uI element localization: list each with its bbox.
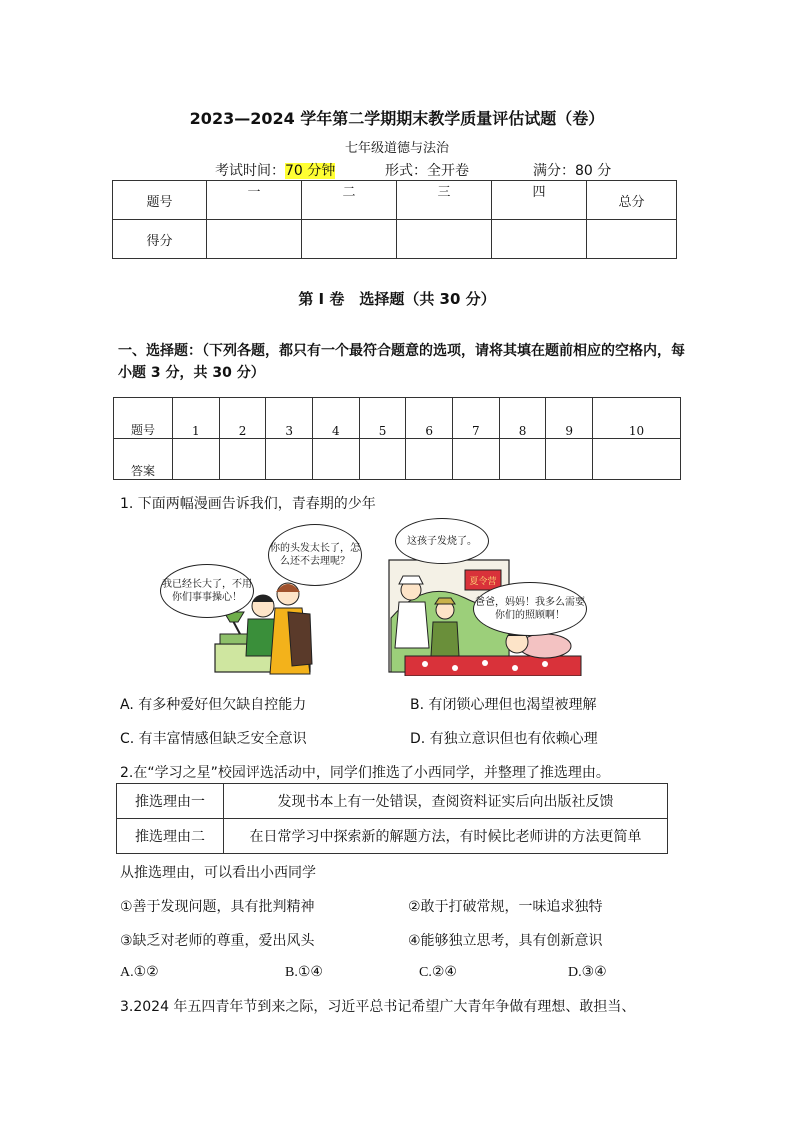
answer-table-label: 答案 bbox=[114, 439, 173, 480]
question-number: 2 bbox=[219, 398, 266, 439]
q2-option-d[interactable]: D.③④ bbox=[568, 965, 607, 980]
q3-stem: 3.2024 年五四青年节到来之际，习近平总书记希望广大青年争做有理想、敢担当、 bbox=[120, 999, 636, 1015]
q2-lead: 从推选理由，可以看出小西同学 bbox=[120, 865, 316, 881]
q2-reason-label: 推选理由二 bbox=[117, 819, 224, 854]
comic-right-boy-bubble: 爸爸，妈妈！我多么需要你们的照顾啊！ bbox=[473, 582, 587, 636]
exam-title: 2023—2024 学年第二学期期末教学质量评估试题（卷） bbox=[189, 109, 605, 128]
question-number: 10 bbox=[593, 398, 681, 439]
answer-table-label: 题号 bbox=[114, 398, 173, 439]
q1-option-c[interactable]: C. 有丰富情感但缺乏安全意识 bbox=[120, 731, 307, 747]
score-cell[interactable] bbox=[207, 220, 302, 259]
answer-table-number-row bbox=[114, 398, 681, 439]
exam-full-score: 满分：80 分 bbox=[533, 163, 612, 179]
score-header-cell: 一 bbox=[207, 181, 302, 220]
q2-item-2: ②敢于打破常规，一味追求独特 bbox=[408, 899, 603, 915]
q2-item-3: ③缺乏对老师的尊重，爱出风头 bbox=[120, 933, 315, 949]
question-number: 8 bbox=[499, 398, 546, 439]
comic-left-mother-bubble: 你的头发太长了，怎么还不去理呢？ bbox=[268, 524, 362, 586]
q2-option-a[interactable]: A.①② bbox=[120, 965, 159, 980]
score-header-cell: 三 bbox=[397, 181, 492, 220]
summer-camp-sign: 夏令营 bbox=[469, 577, 497, 587]
q2-stem: 2.在“学习之星”校园评选活动中，同学们推选了小西同学，并整理了推选理由。 bbox=[120, 765, 610, 781]
score-table bbox=[112, 180, 677, 259]
comic-left bbox=[160, 524, 375, 676]
exam-time-label: 考试时间： bbox=[215, 163, 285, 179]
q2-item-4: ④能够独立思考，具有创新意识 bbox=[408, 933, 603, 949]
q2-reason-text: 发现书本上有一处错误，查阅资料证实后向出版社反馈 bbox=[224, 784, 668, 819]
score-table-score-row bbox=[113, 220, 677, 259]
q1-option-d[interactable]: D. 有独立意识但也有依赖心理 bbox=[410, 731, 598, 747]
answer-cell[interactable] bbox=[219, 439, 266, 480]
answer-cell[interactable] bbox=[453, 439, 500, 480]
score-table-header-row bbox=[113, 181, 677, 220]
question-number: 1 bbox=[173, 398, 220, 439]
question-number: 4 bbox=[313, 398, 360, 439]
q1-option-b[interactable]: B. 有闭锁心理但也渴望被理解 bbox=[410, 697, 597, 713]
answer-cell[interactable] bbox=[546, 439, 593, 480]
q2-reason-label: 推选理由一 bbox=[117, 784, 224, 819]
question-number: 7 bbox=[453, 398, 500, 439]
answer-cell[interactable] bbox=[359, 439, 406, 480]
part1-title: 第 I 卷 选择题（共 30 分） bbox=[298, 290, 496, 308]
q2-reason-row bbox=[117, 819, 668, 854]
exam-time bbox=[215, 160, 335, 180]
exam-form: 形式：全开卷 bbox=[385, 163, 469, 179]
q1-stem: 1. 下面两幅漫画告诉我们，青春期的少年 bbox=[120, 496, 376, 512]
answer-table bbox=[113, 397, 681, 480]
q2-option-c[interactable]: C.②④ bbox=[419, 965, 457, 980]
score-cell[interactable] bbox=[397, 220, 492, 259]
comic-right-doctor-bubble: 这孩子发烧了。 bbox=[395, 518, 489, 564]
exam-subtitle: 七年级道德与法治 bbox=[344, 141, 449, 156]
comic-right bbox=[385, 518, 585, 676]
section1-instruction: 一、选择题：（下列各题，都只有一个最符合题意的选项，请将其填在题前相应的空格内，每小题 3 分，共 30 分） bbox=[118, 343, 685, 381]
score-header-cell: 四 bbox=[492, 181, 587, 220]
answer-cell[interactable] bbox=[173, 439, 220, 480]
score-row-label: 得分 bbox=[113, 220, 207, 259]
score-cell[interactable] bbox=[587, 220, 677, 259]
question-number: 9 bbox=[546, 398, 593, 439]
question-number: 6 bbox=[406, 398, 453, 439]
answer-cell[interactable] bbox=[499, 439, 546, 480]
answer-cell[interactable] bbox=[313, 439, 360, 480]
q2-reason-row bbox=[117, 784, 668, 819]
question-number: 5 bbox=[359, 398, 406, 439]
score-header-cell: 总分 bbox=[587, 181, 677, 220]
q1-option-a[interactable]: A. 有多种爱好但欠缺自控能力 bbox=[120, 697, 307, 713]
score-header-cell: 二 bbox=[302, 181, 397, 220]
q2-option-b[interactable]: B.①④ bbox=[285, 965, 323, 980]
answer-cell[interactable] bbox=[266, 439, 313, 480]
answer-table-answer-row bbox=[114, 439, 681, 480]
q2-reason-text: 在日常学习中探索新的解题方法，有时候比老师讲的方法更简单 bbox=[224, 819, 668, 854]
question-number: 3 bbox=[266, 398, 313, 439]
score-header-cell: 题号 bbox=[113, 181, 207, 220]
q2-item-1: ①善于发现问题，具有批判精神 bbox=[120, 899, 315, 915]
q2-reasons-table bbox=[116, 783, 668, 854]
exam-time-value: 70 分钟 bbox=[285, 163, 336, 179]
answer-cell[interactable] bbox=[593, 439, 681, 480]
answer-cell[interactable] bbox=[406, 439, 453, 480]
score-cell[interactable] bbox=[302, 220, 397, 259]
comic-left-boy-bubble: 我已经长大了，不用你们事事操心！ bbox=[160, 564, 254, 618]
score-cell[interactable] bbox=[492, 220, 587, 259]
